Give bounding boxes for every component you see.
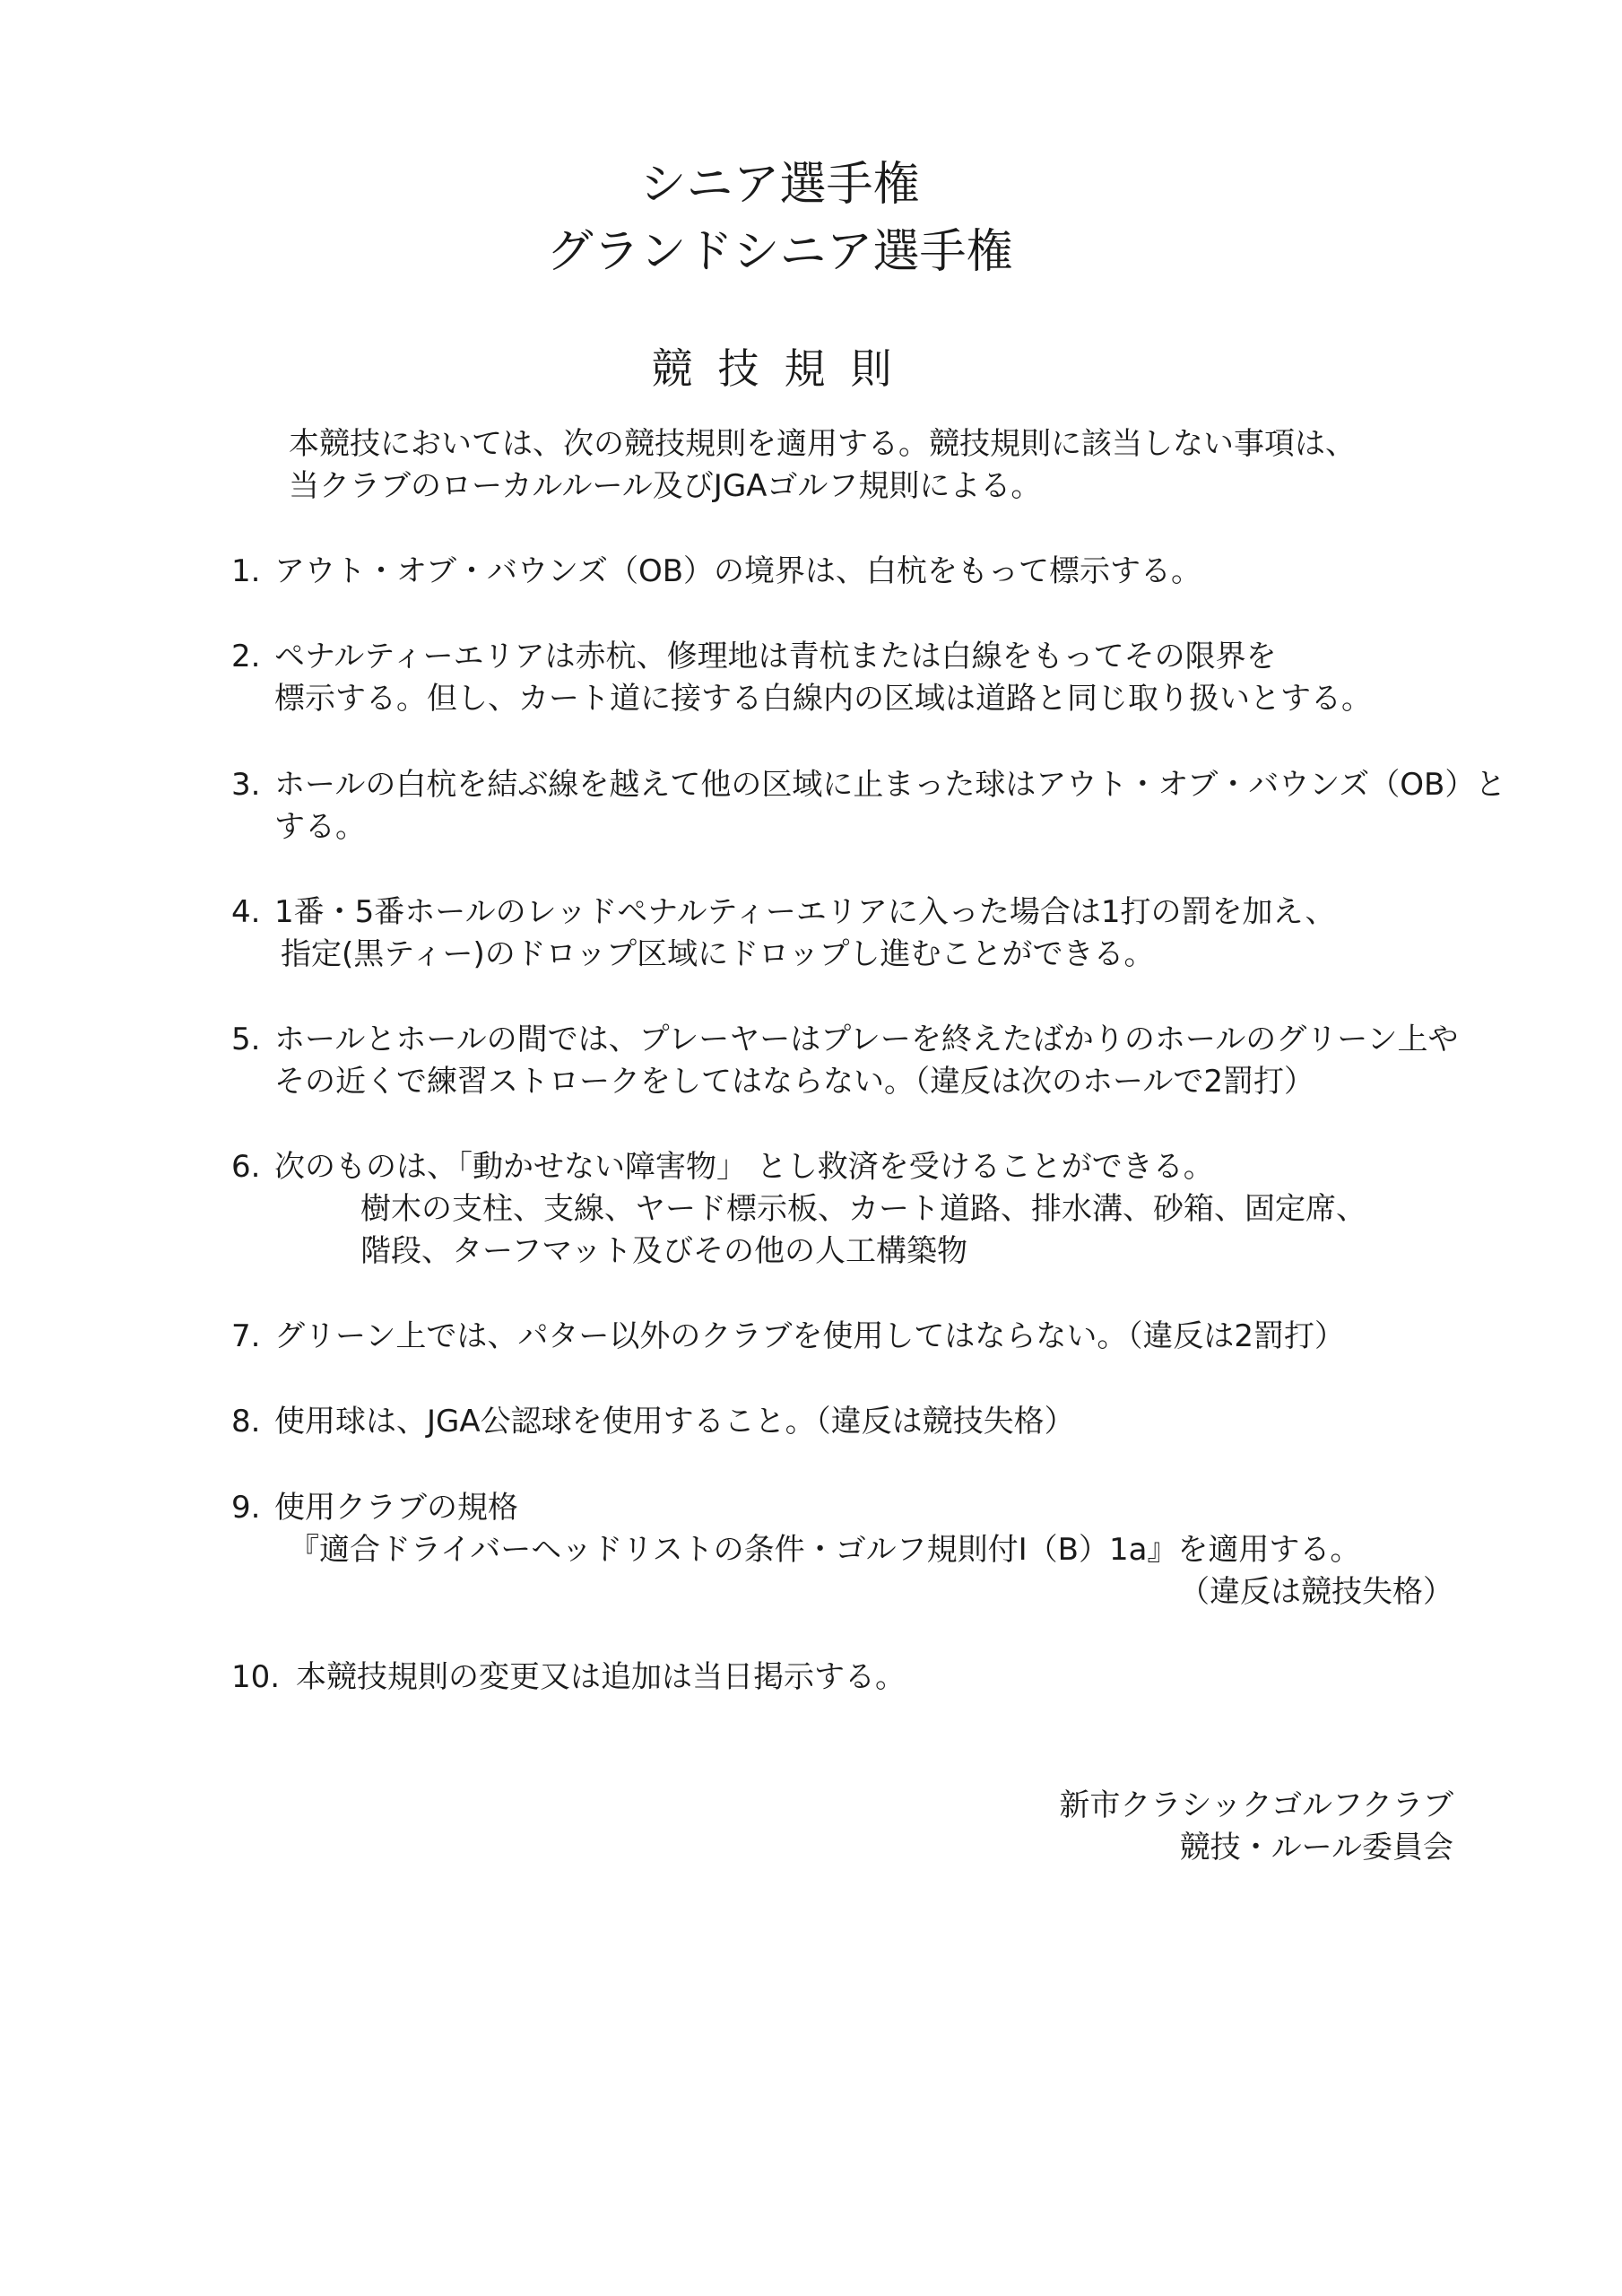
title-line-2: グランドシニア選手権	[546, 225, 1013, 279]
section-heading: 競技規則	[651, 344, 917, 393]
rule-3-line-1: ホールの白杭を結ぶ線を越えて他の区域に止まった球はアウト・オブ・バウンズ（OB）と	[274, 767, 1506, 803]
rule-9-line-3: （違反は競技失格）	[1179, 1574, 1453, 1610]
rule-9-number: 9.	[231, 1490, 261, 1526]
rule-6-line-2: 樹木の支柱、支線、ヤード標示板、カート道路、排水溝、砂箱、固定席、	[360, 1191, 1366, 1227]
title-line-1: シニア選手権	[639, 158, 920, 212]
rule-6-line-3: 階段、ターフマット及びその他の人工構築物	[360, 1233, 967, 1269]
rule-1-number: 1.	[231, 553, 261, 589]
rule-2-line-2: 標示する。但し、カート道に接する白線内の区域は道路と同じ取り扱いとする。	[274, 681, 1372, 717]
rule-4-line-2: 指定(黒ティー)のドロップ区域にドロップし進むことができる。	[281, 936, 1155, 972]
rule-4-line-1: 1番・5番ホールのレッドペナルティーエリアに入った場合は1打の罰を加え、	[274, 894, 1336, 930]
rule-5-line-2: その近くで練習ストロークをしてはならない。（違反は次のホールで2罰打）	[274, 1064, 1314, 1100]
signature-club: 新市クラシックゴルフクラブ	[1059, 1787, 1453, 1823]
rule-6-line-1: 次のものは、「動かせない障害物」 とし救済を受けることができる。	[274, 1149, 1214, 1185]
intro-line-2: 当クラブのローカルルール及びJGAゴルフ規則による。	[289, 468, 1042, 504]
rule-5-number: 5.	[231, 1022, 261, 1057]
rule-1-line-1: アウト・オブ・バウンズ（OB）の境界は、白杭をもって標示する。	[274, 553, 1202, 589]
rule-6-number: 6.	[231, 1149, 261, 1185]
rule-3-number: 3.	[231, 767, 261, 803]
signature-committee: 競技・ルール委員会	[1179, 1830, 1453, 1866]
rule-7-line-1: グリーン上では、パター以外のクラブを使用してはならない。（違反は2罰打）	[274, 1318, 1345, 1354]
rule-9-line-1: 使用クラブの規格	[274, 1490, 518, 1526]
rule-10-number: 10.	[231, 1659, 281, 1695]
rule-10-line-1: 本競技規則の変更又は追加は当日掲示する。	[296, 1659, 906, 1695]
rule-2-line-1: ペナルティーエリアは赤杭、修理地は青杭または白線をもってその限界を	[274, 639, 1277, 674]
rule-3-line-2: する。	[274, 809, 366, 845]
rule-4-number: 4.	[231, 894, 261, 930]
rule-7-number: 7.	[231, 1318, 261, 1354]
rule-9-line-2: 『適合ドライバーヘッドリストの条件・ゴルフ規則付Ⅰ（B）1a』を適用する。	[289, 1532, 1361, 1568]
rule-8-line-1: 使用球は、JGA公認球を使用すること。（違反は競技失格）	[274, 1404, 1075, 1439]
intro-line-1: 本競技においては、次の競技規則を適用する。競技規則に該当しない事項は、	[289, 426, 1356, 462]
rule-5-line-1: ホールとホールの間では、プレーヤーはプレーを終えたばかりのホールのグリーン上や	[274, 1022, 1459, 1057]
rule-8-number: 8.	[231, 1404, 261, 1439]
rule-2-number: 2.	[231, 639, 261, 674]
